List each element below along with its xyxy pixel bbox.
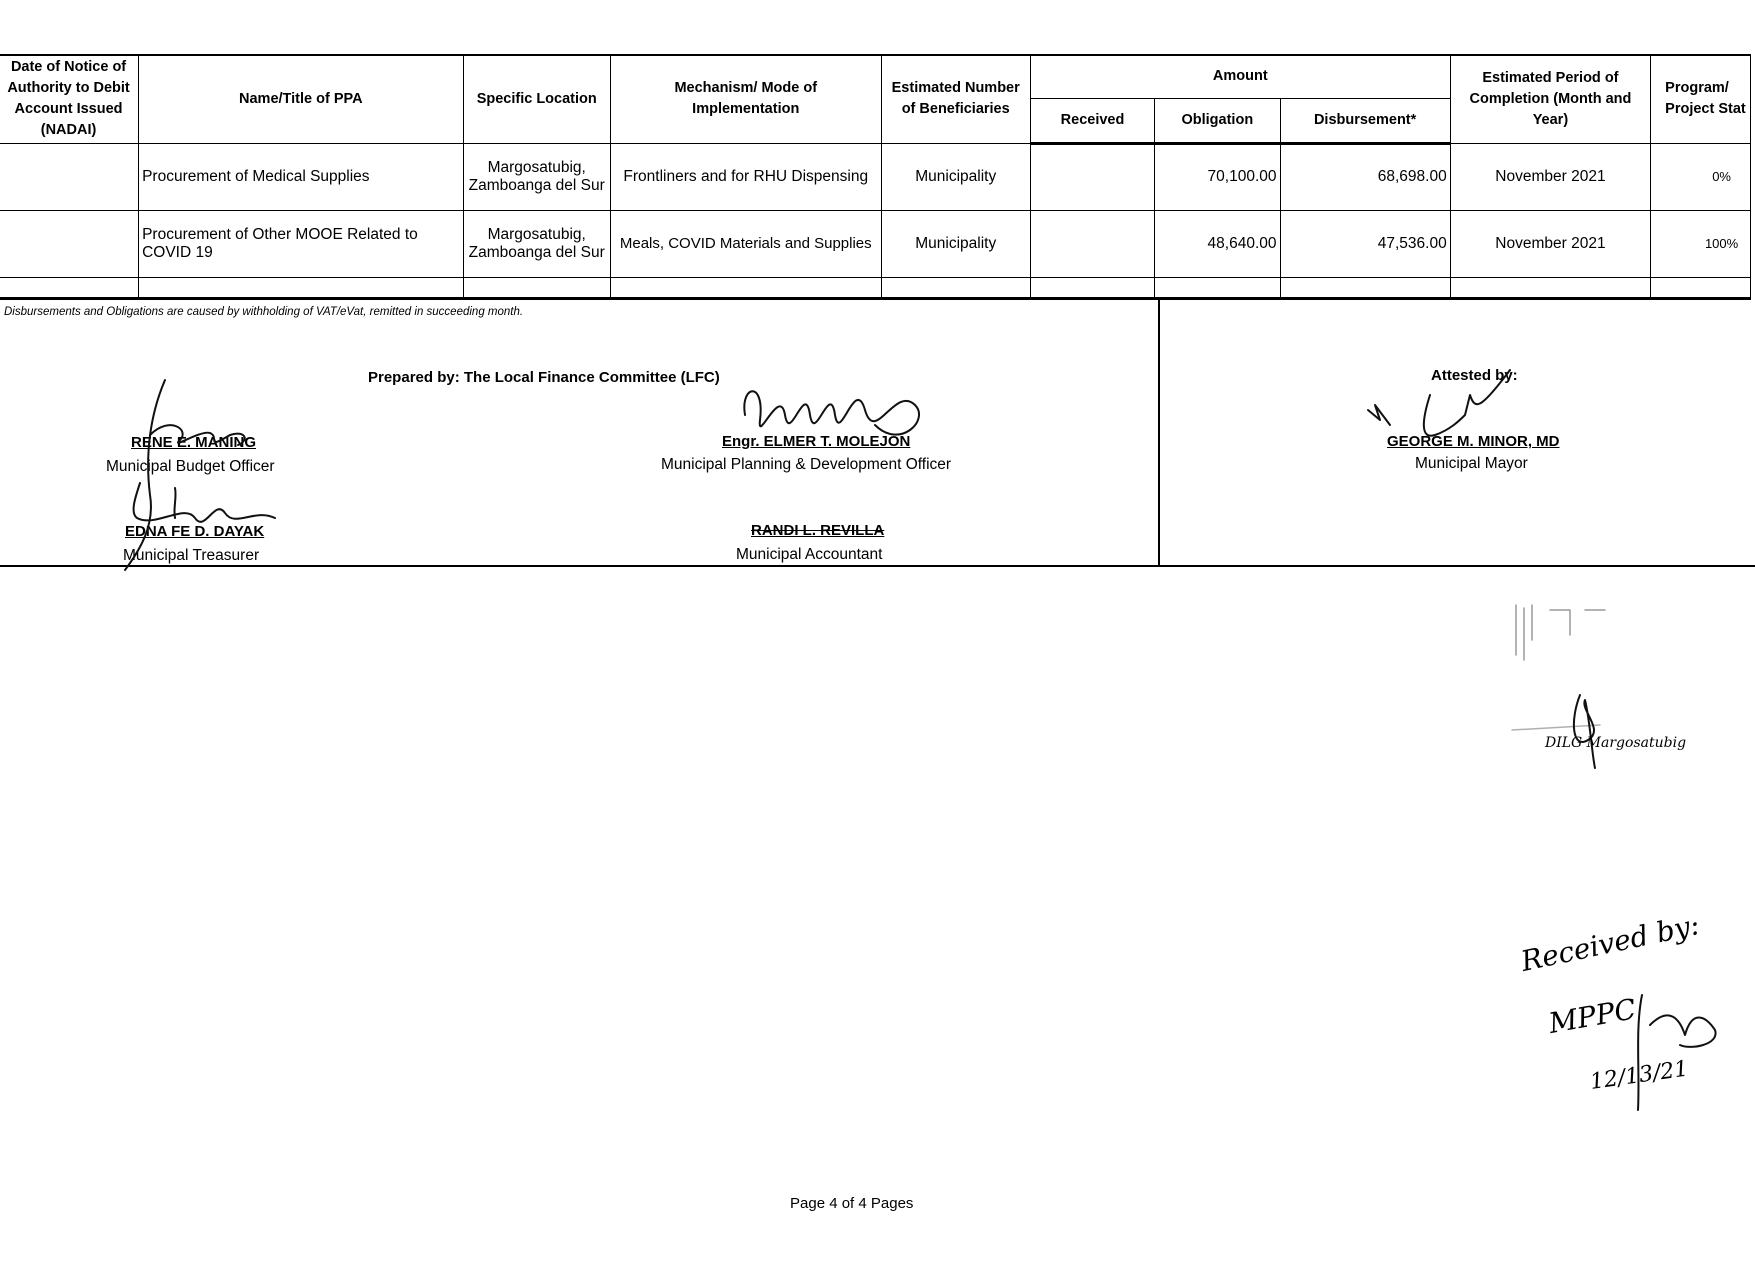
header-obligation: Obligation	[1155, 98, 1280, 143]
cell-empty	[610, 277, 881, 298]
cell-empty	[463, 277, 610, 298]
signatory-name: RANDI L. REVILLA	[751, 522, 885, 539]
cell-disbursement: 68,698.00	[1280, 143, 1450, 210]
received-by-date: 12/13/21	[1588, 1056, 1690, 1095]
header-name: Name/Title of PPA	[139, 55, 463, 143]
cell-nadai	[0, 210, 139, 277]
stamp-handwritten: DILG Margosatubig	[1545, 735, 1687, 751]
table-row	[0, 277, 1751, 298]
signatory-title: Municipal Treasurer	[123, 547, 260, 564]
cell-empty	[1155, 277, 1280, 298]
attested-by-label: Attested by:	[1431, 367, 1518, 384]
header-status: Program/ Project Stat	[1651, 55, 1751, 143]
cell-location: Margosatubig, Zamboanga del Sur	[463, 210, 610, 277]
received-by-office: MPPC	[1546, 992, 1639, 1040]
cell-empty	[1450, 277, 1650, 298]
mayor-name: GEORGE M. MINOR, MD	[1387, 433, 1560, 450]
signature-molejon	[725, 375, 935, 455]
cell-period: November 2021	[1450, 143, 1650, 210]
cell-period: November 2021	[1450, 210, 1650, 277]
page-number: Page 4 of 4 Pages	[790, 1195, 914, 1212]
header-beneficiaries: Estimated Number of Beneficiaries	[881, 55, 1030, 143]
signature-minor	[1360, 365, 1530, 455]
header-nadai: Date of Notice of Authority to Debit Account Issued (NADAI)	[0, 55, 139, 143]
panel-bottom-line	[0, 565, 1755, 567]
cell-nadai	[0, 143, 139, 210]
cell-beneficiaries: Municipality	[881, 143, 1030, 210]
panel-divider	[1158, 300, 1160, 566]
received-by-signature	[1630, 990, 1730, 1140]
cell-mechanism: Meals, COVID Materials and Supplies	[610, 210, 881, 277]
header-mechanism: Mechanism/ Mode of Implementation	[610, 55, 881, 143]
signatory-name: Engr. ELMER T. MOLEJON	[722, 433, 911, 450]
ppa-table	[0, 54, 1751, 300]
cell-received	[1030, 210, 1154, 277]
cell-mechanism: Frontliners and for RHU Dispensing	[610, 143, 881, 210]
cell-received	[1030, 143, 1154, 210]
cell-name: Procurement of Medical Supplies	[139, 143, 463, 210]
table-row	[0, 210, 1751, 277]
table-row	[0, 143, 1751, 210]
cell-location: Margosatubig, Zamboanga del Sur	[463, 143, 610, 210]
cell-beneficiaries: Municipality	[881, 210, 1030, 277]
signatory-title: Municipal Planning & Development Officer	[661, 456, 952, 473]
header-disbursement: Disbursement*	[1280, 98, 1450, 143]
cell-empty	[1651, 277, 1751, 298]
header-location: Specific Location	[463, 55, 610, 143]
cell-empty	[1030, 277, 1154, 298]
footnote: Disbursements and Obligations are caused by withholding of VAT/eVat, remitted in succeeding month.	[4, 306, 524, 318]
cell-status: 0%	[1651, 143, 1751, 210]
cell-disbursement: 47,536.00	[1280, 210, 1450, 277]
cell-empty	[1280, 277, 1450, 298]
cell-empty	[0, 277, 139, 298]
header-period: Estimated Period of Completion (Month and Year)	[1450, 55, 1650, 143]
cell-empty	[881, 277, 1030, 298]
cell-obligation: 70,100.00	[1155, 143, 1280, 210]
cell-status: 100%	[1651, 210, 1751, 277]
signatory-title: Municipal Budget Officer	[106, 458, 275, 475]
cell-obligation: 48,640.00	[1155, 210, 1280, 277]
prepared-by-label: Prepared by: The Local Finance Committee (LFC)	[368, 369, 720, 386]
signatory-title: Municipal Accountant	[736, 546, 883, 563]
cell-name: Procurement of Other MOOE Related to COVID 19	[139, 210, 463, 277]
header-received: Received	[1030, 98, 1154, 143]
header-amount: Amount	[1030, 55, 1450, 98]
signatory-name: RENE E. MANING	[131, 434, 257, 451]
signatory-name: EDNA FE D. DAYAK	[125, 523, 265, 540]
mayor-title: Municipal Mayor	[1415, 455, 1528, 472]
signature-dayak	[115, 478, 285, 558]
cell-empty	[139, 277, 463, 298]
received-by-label: Received by:	[1518, 908, 1703, 978]
